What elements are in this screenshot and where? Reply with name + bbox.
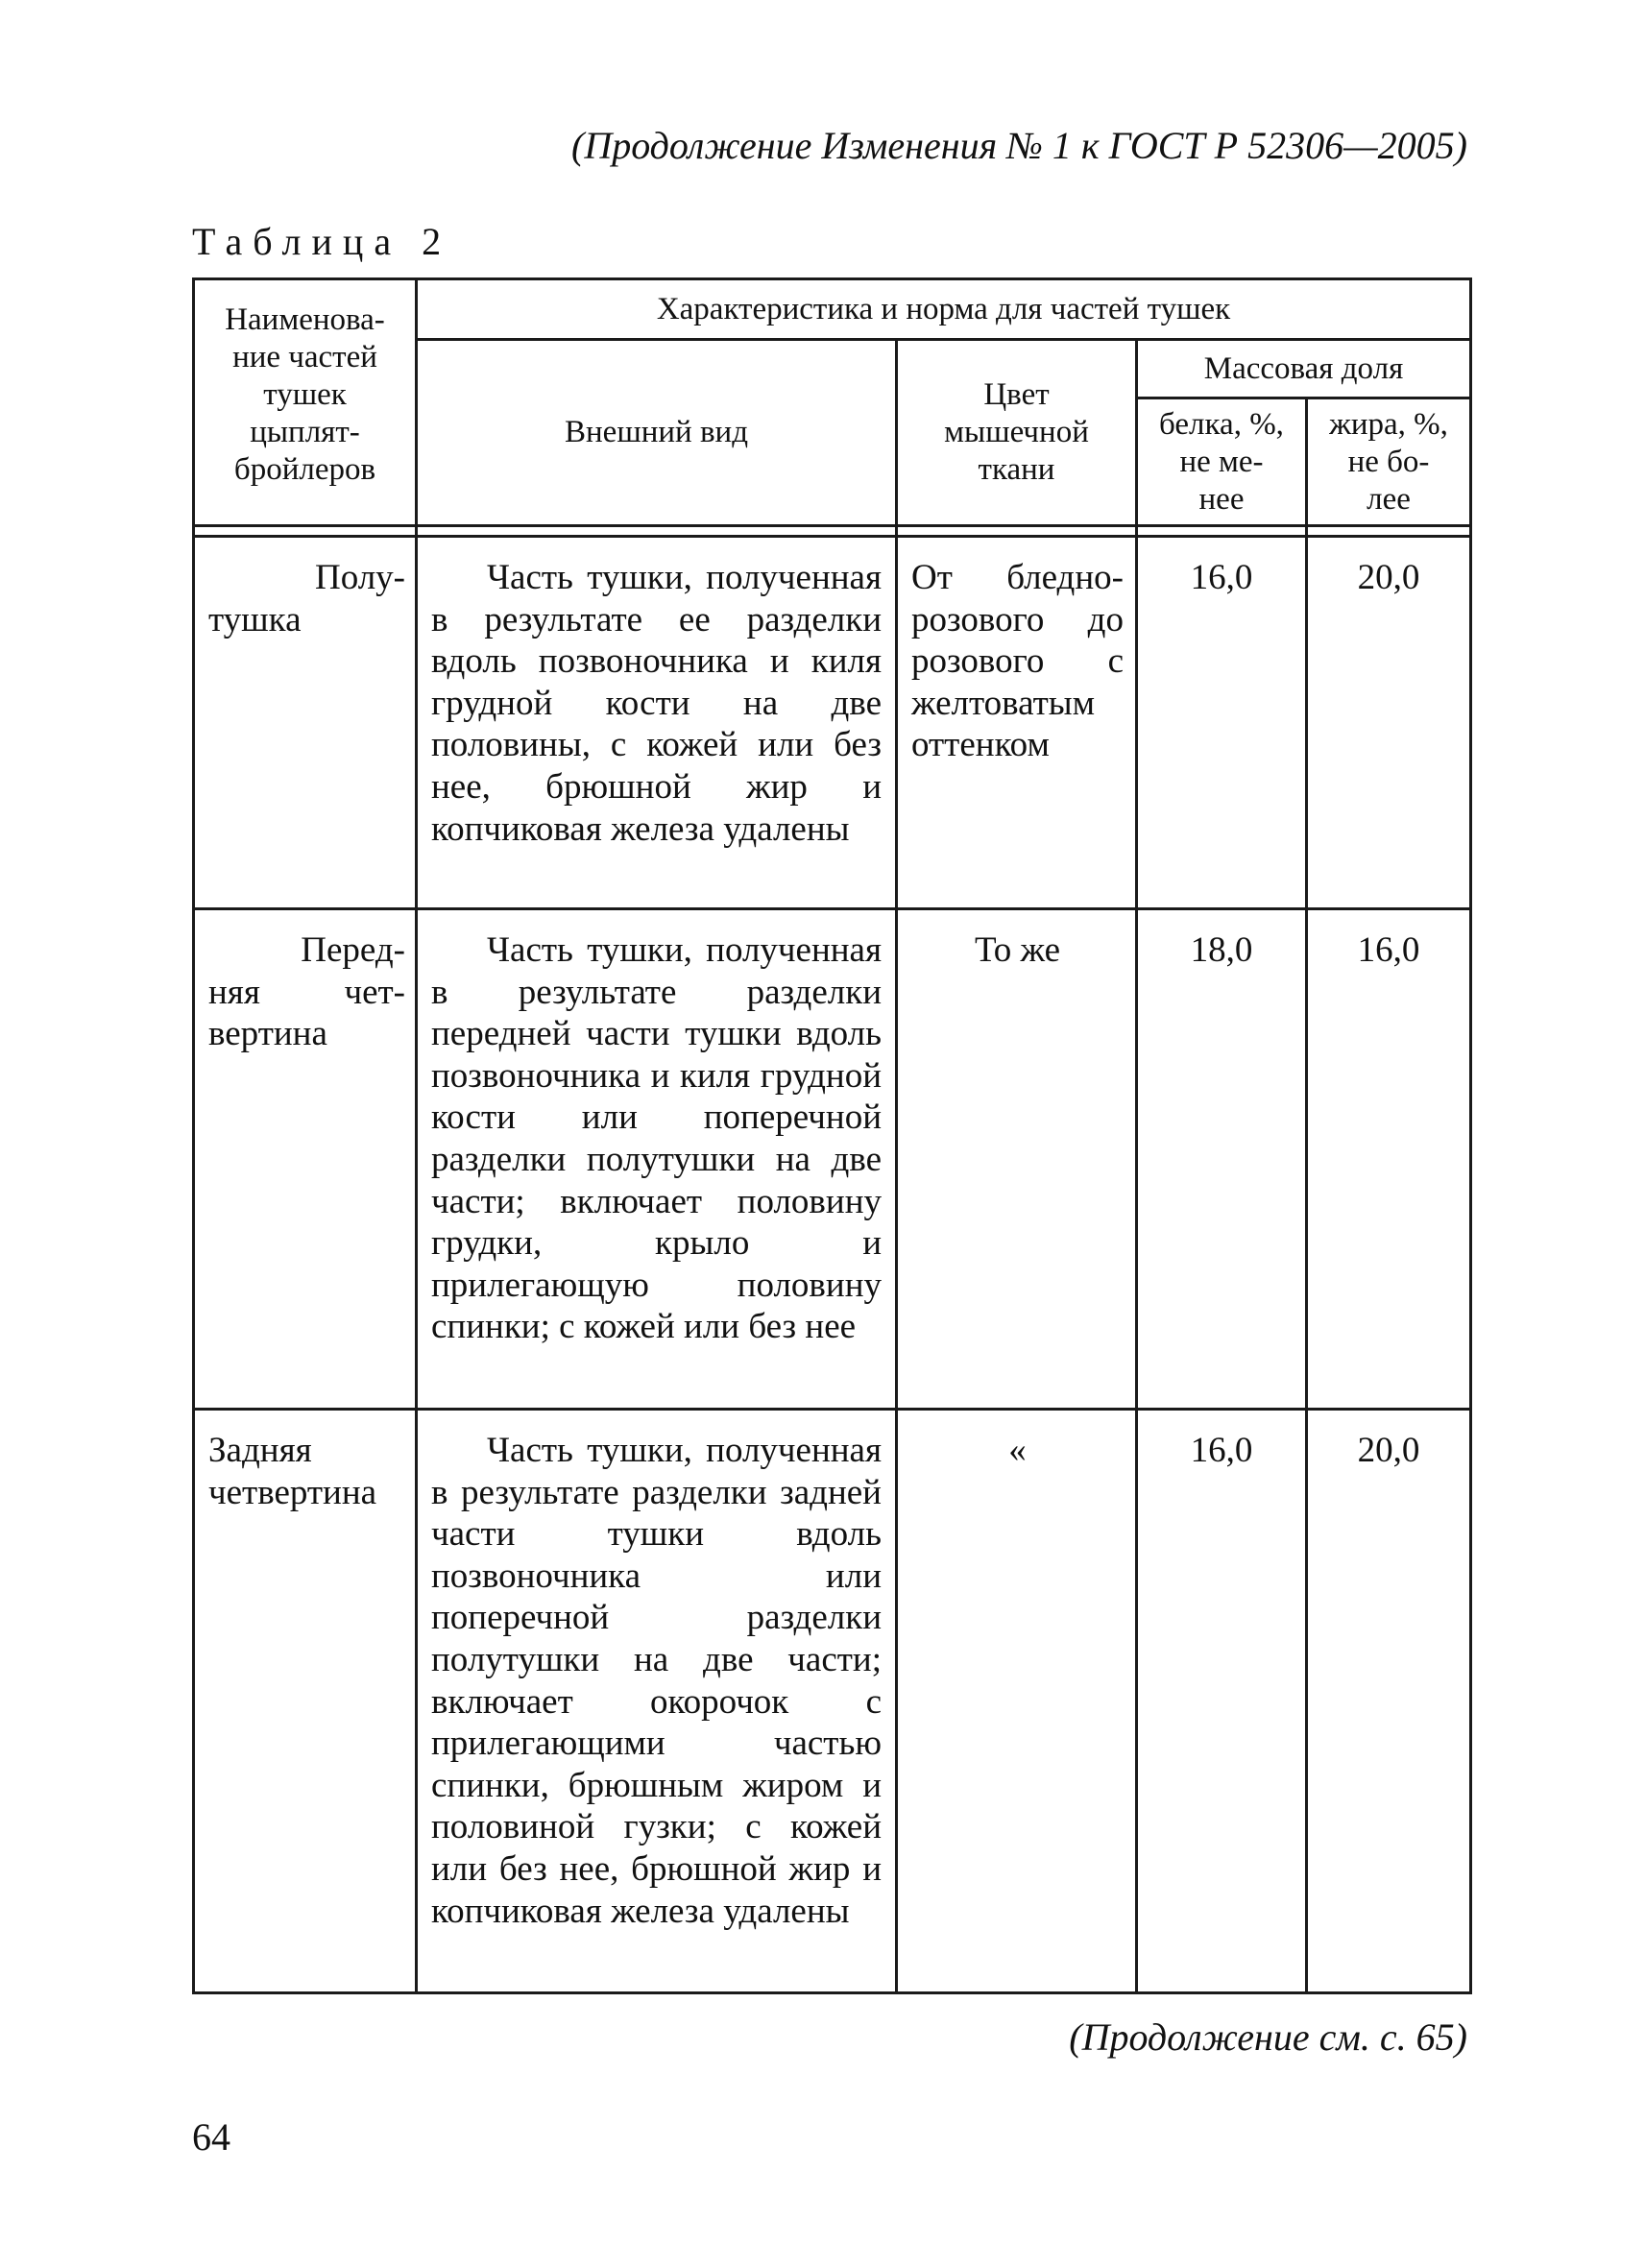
row-part-name (194, 1410, 417, 1993)
table-row (194, 537, 1471, 909)
row-protein-value: 16,0 (1137, 1410, 1307, 1993)
row-fat-value: 20,0 (1307, 537, 1471, 909)
row-description-text: Часть тушки, полученная в результате ее разделки вдоль позвоночника и киля грудной кости на две половины, с кожей или без нее, брюшной жир и копчиковая железа удалены (431, 558, 882, 849)
header-color-line: Цвет (983, 377, 1050, 412)
row-protein-value: 18,0 (1137, 909, 1307, 1410)
header-protein-line: белка, %, (1159, 406, 1284, 442)
row-part-name (194, 537, 417, 909)
header-fat-line: жира, %, (1329, 406, 1448, 442)
header-protein-line: нее (1198, 481, 1245, 517)
table-caption: Таблица 2 (192, 220, 452, 263)
header-part-name-line: бройлеров (233, 452, 376, 487)
header-fat-line: лее (1367, 481, 1411, 517)
row-part-name-line: Полу- (314, 558, 405, 597)
header-part-name-line: ние частей (232, 340, 377, 374)
row-part-name-line: Задняя (208, 1431, 312, 1470)
row-color-text: От бледно-розового до розового с желтоватым оттенком (911, 558, 1124, 765)
continuation-header: (Продолжение Изменения № 1 к ГОСТ Р 52306—2005) (571, 124, 1467, 167)
row-part-name-line: тушка (208, 599, 302, 639)
table-row (194, 909, 1471, 1410)
header-separator-row (194, 526, 1471, 537)
header-muscle-color (897, 340, 1137, 526)
row-description-text: Часть тушки, полученная в результате разделки передней части тушки вдоль позвоночника и киля грудной кости или поперечной разделки полутушки на две части; включает половину грудки, крыло и прилегающую половину спинки; с кожей или без нее (431, 930, 882, 1347)
row-fat-value: 16,0 (1307, 909, 1471, 1410)
header-fat (1307, 398, 1471, 526)
header-part-name (194, 279, 417, 526)
header-color-line: мышечной (944, 415, 1089, 449)
header-part-name-line: Наименова- (225, 302, 385, 337)
row-muscle-color (897, 1410, 1137, 1993)
parts-characteristics-table (192, 277, 1472, 1994)
header-color-line: ткани (978, 452, 1055, 487)
page-number: 64 (192, 2115, 230, 2159)
row-part-name-line: четвертина (208, 1472, 377, 1512)
header-part-name-line: цыплят- (250, 415, 360, 449)
header-protein-line: не ме- (1179, 444, 1264, 479)
row-part-name-line: вертина (208, 1014, 327, 1054)
row-part-name (194, 909, 417, 1410)
row-muscle-color (897, 537, 1137, 909)
header-part-name-line: тушек (263, 377, 347, 412)
continuation-footer: (Продолжение см. с. 65) (1069, 2015, 1467, 2059)
row-description (417, 909, 897, 1410)
header-protein (1137, 398, 1307, 526)
row-part-name-line: Перед- (301, 930, 405, 970)
row-description-text: Часть тушки, полученная в результате разделки задней части тушки вдоль позвоночника или поперечной разделки полутушки на две части; включает окорочок с прилегающими частью спинки, брюшным жиром и половиной гузки; с кожей или без нее, брюшной жир и копчиковая железа удалены (431, 1431, 882, 1931)
row-muscle-color (897, 909, 1137, 1410)
row-protein-value: 16,0 (1137, 537, 1307, 909)
row-color-text: « (1008, 1431, 1027, 1470)
header-mass-fraction: Массовая доля (1137, 340, 1471, 398)
row-description (417, 1410, 897, 1993)
row-part-name-line: няя чет- (208, 972, 405, 1012)
row-description (417, 537, 897, 909)
table-row (194, 1410, 1471, 1993)
row-fat-value: 20,0 (1307, 1410, 1471, 1993)
header-fat-line: не бо- (1347, 444, 1430, 479)
header-appearance: Внешний вид (417, 340, 897, 526)
row-color-text: То же (974, 930, 1061, 970)
header-characteristics-group: Характеристика и норма для частей тушек (417, 279, 1471, 340)
